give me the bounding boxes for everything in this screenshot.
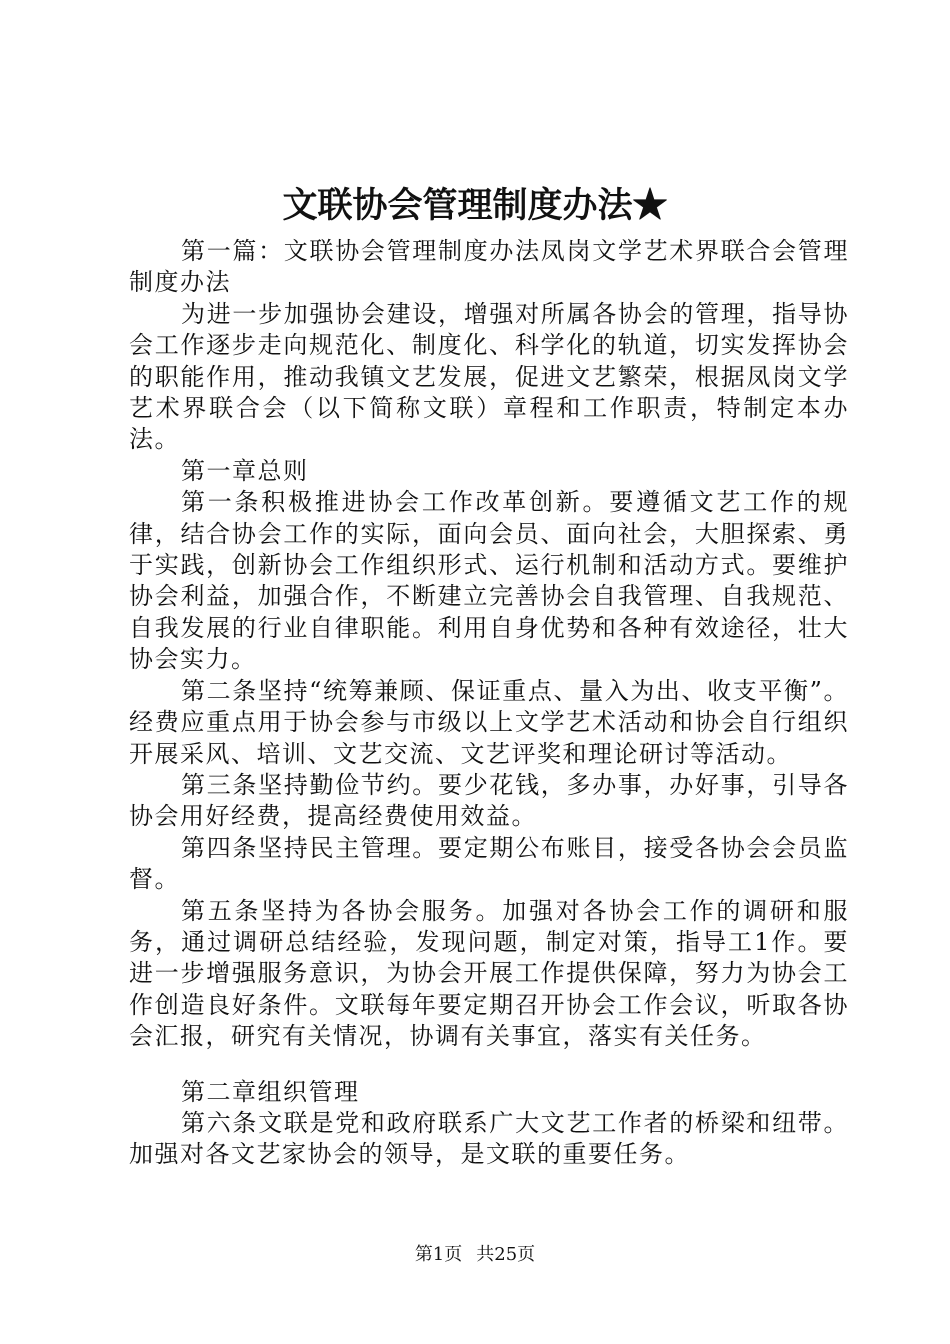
page-footer [0, 1243, 950, 1267]
chapter-heading-organization: 第二章组织管理 [181, 1077, 360, 1106]
article-3: 第三条坚持勤俭节约。要少花钱，多办事，办好事，引导各协会用好经费，提高经费使用效益。 [129, 770, 849, 831]
document-title: 文联协会管理制度办法★ [282, 185, 668, 226]
page-number-total: 共25页 [476, 1244, 536, 1265]
page-number-current: 第1页 [414, 1244, 463, 1265]
article-6: 第六条文联是党和政府联系广大文艺工作者的桥梁和纽带。加强对各文艺家协会的领导，是文联的重要任务。 [129, 1108, 849, 1169]
document-body [129, 236, 849, 1171]
article-1: 第一条积极推进协会工作改革创新。要遵循文艺工作的规律，结合协会工作的实际，面向会员、面向社会，大胆探索、勇于实践，创新协会工作组织形式、运行机制和活动方式。要维护协会利益，加强合作，不断建立完善协会自我管理、自我规范、自我发展的行业自律职能。利用自身优势和各种有效途径，壮大协会实力。 [129, 488, 849, 674]
chapter-heading-general: 第一章总则 [181, 456, 309, 485]
paragraph-part-heading: 第一篇：文联协会管理制度办法凤岗文学艺术界联合会管理制度办法 [129, 237, 849, 297]
article-4: 第四条坚持民主管理。要定期公布账目，接受各协会会员监督。 [129, 833, 849, 894]
article-2: 第二条坚持“统筹兼顾、保证重点、量入为出、收支平衡”。经费应重点用于协会参与市级以上文学艺术活动和协会自行组织开展采风、培训、文艺交流、文艺评奖和理论研讨等活动。 [129, 676, 849, 768]
paragraph-intro: 为进一步加强协会建设，增强对所属各协会的管理，指导协会工作逐步走向规范化、制度化、科学化的轨道，切实发挥协会的职能作用，推动我镇文艺发展，促进文艺繁荣，根据凤岗文学艺术界联合会（以下简称文联）章程和工作职责，特制定本办法。 [129, 299, 849, 454]
article-5: 第五条坚持为各协会服务。加强对各协会工作的调研和服务，通过调研总结经验，发现问题，制定对策，指导工1作。要进一步增强服务意识，为协会开展工作提供保障，努力为协会工作创造良好条件。文联每年要定期召开协会工作会议，听取各协会汇报，研究有关情况，协调有关事宜，落实有关任务。 [129, 896, 849, 1051]
